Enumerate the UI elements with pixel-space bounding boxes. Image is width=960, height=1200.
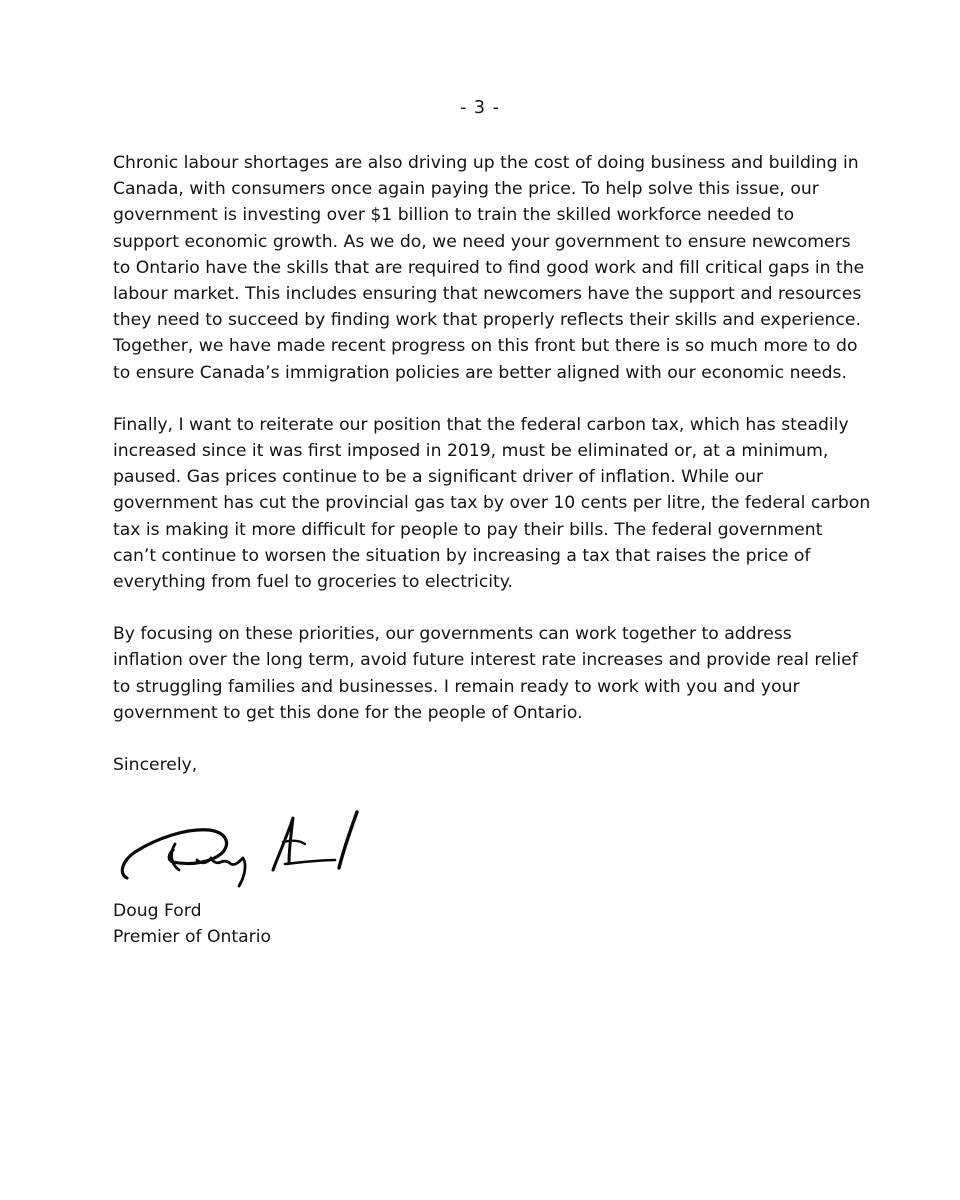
text-line: government to get this done for the people of Ontario.	[113, 702, 583, 723]
closing-salutation: Sincerely,	[113, 755, 198, 776]
paragraph-labour	[113, 150, 873, 386]
text-line: Canada, with consumers once again paying the price. To help solve this issue, our	[113, 179, 819, 200]
signature-stroke-d	[122, 830, 226, 878]
text-line: labour market. This includes ensuring that newcomers have the support and resources	[113, 284, 862, 305]
text-line: to struggling families and businesses. I remain ready to work with you and your	[113, 676, 800, 697]
signer-title: Premier of Ontario	[113, 927, 272, 948]
text-line: inflation over the long term, avoid future interest rate increases and provide real relief	[113, 650, 858, 671]
handwritten-signature-icon	[113, 800, 383, 900]
text-line: can’t continue to worsen the situation by increasing a tax that raises the price of	[113, 545, 811, 566]
page-number: - 3 -	[460, 98, 500, 118]
signer-name: Doug Ford	[113, 901, 202, 921]
text-line: to ensure Canada’s immigration policies are better aligned with our economic needs.	[113, 362, 847, 383]
text-line: Together, we have made recent progress on this front but there is so much more to do	[113, 336, 858, 357]
text-line: government is investing over $1 billion to train the skilled workforce needed to	[113, 205, 795, 226]
text-line: Chronic labour shortages are also driving up the cost of doing business and building in	[113, 153, 859, 173]
text-line: to Ontario have the skills that are required to find good work and fill critical gaps in the	[113, 257, 865, 278]
text-line: tax is making it more difficult for people to pay their bills. The federal government	[113, 519, 823, 540]
text-line: support economic growth. As we do, we need your government to ensure newcomers	[113, 231, 851, 252]
text-line: increased since it was first imposed in 2019, must be eliminated or, at a minimum,	[113, 441, 829, 462]
signature-stroke-final	[339, 812, 357, 868]
paragraph-priorities	[113, 621, 873, 726]
text-line: By focusing on these priorities, our governments can work together to address	[113, 624, 792, 645]
text-line: government has cut the provincial gas tax by over 10 cents per litre, the federal carbon	[113, 493, 871, 514]
paragraph-carbon-tax	[113, 412, 873, 595]
text-line: Finally, I want to reiterate our position that the federal carbon tax, which has steadily	[113, 414, 849, 435]
signer-block	[113, 898, 271, 950]
text-line: paused. Gas prices continue to be a significant driver of inflation. While our	[113, 467, 764, 488]
text-line: everything from fuel to groceries to electricity.	[113, 572, 513, 593]
letter-body	[113, 150, 873, 778]
signature-stroke-d-inner	[172, 844, 179, 870]
signature-stroke-f-bar	[283, 841, 305, 844]
signature-stroke-ord	[285, 860, 335, 864]
text-line: they need to succeed by finding work that properly reflects their skills and experience.	[113, 310, 861, 331]
signature-stroke-oug	[197, 858, 245, 886]
